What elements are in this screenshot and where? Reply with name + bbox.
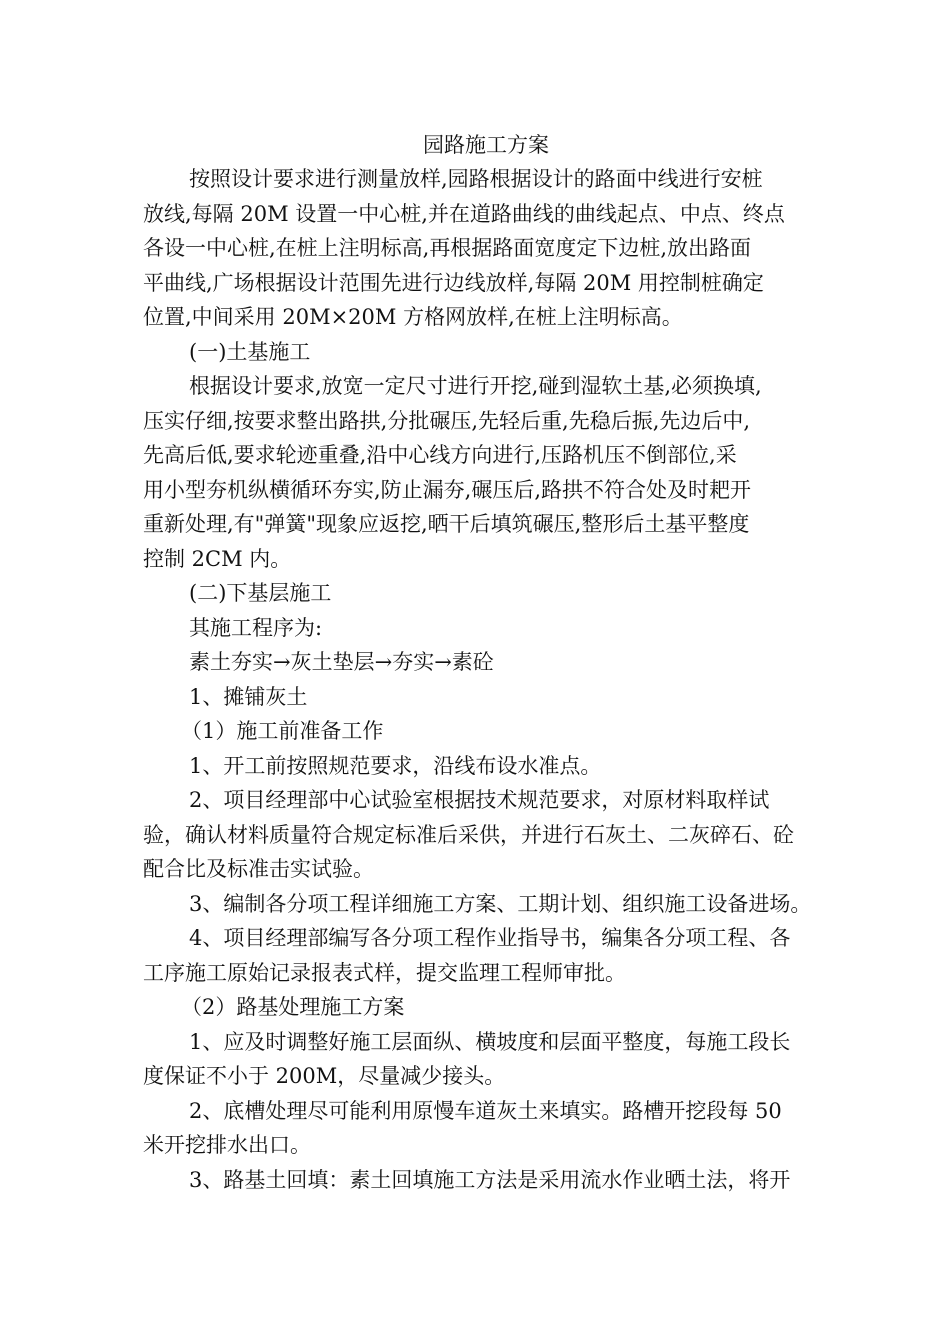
text-line: 其施工程序为: bbox=[189, 615, 323, 640]
text-line: 1、开工前按照规范要求，沿线布设水准点。 bbox=[189, 753, 602, 778]
text-line: 各设一中心桩,在桩上注明标高,再根据路面宽度定下边桩,放出路面 bbox=[143, 236, 752, 260]
text-line: 先高后低,要求轮迹重叠,沿中心线方向进行,压路机压不倒部位,采 bbox=[143, 443, 737, 467]
text-line: 2、底槽处理尽可能利用原慢车道灰土来填实。路槽开挖段每 50 bbox=[189, 1098, 782, 1123]
document-page bbox=[143, 128, 815, 1197]
text-line: 控制 2CM 内。 bbox=[143, 546, 292, 571]
text-line: 米开挖排水出口。 bbox=[143, 1133, 311, 1157]
text-line: 位置,中间采用 20M×20M 方格网放样,在桩上注明标高。 bbox=[143, 305, 683, 329]
text-line: 配合比及标准击实试验。 bbox=[143, 857, 374, 881]
text-line: 度保证不小于 200M，尽量减少接头。 bbox=[143, 1064, 506, 1088]
text-line: 4、项目经理部编写各分项工程作业指导书，编集各分项工程、各 bbox=[189, 926, 791, 950]
text-line: (二)下基层施工 bbox=[189, 581, 332, 605]
text-line: 素土夯实→灰土垫层→夯实→素砼 bbox=[189, 650, 494, 674]
text-line: 1、摊铺灰土 bbox=[189, 684, 308, 709]
text-line: （1）施工前准备工作 bbox=[181, 719, 384, 743]
text-line: 1、应及时调整好施工层面纵、横坡度和层面平整度，每施工段长 bbox=[189, 1029, 791, 1054]
text-line: 根据设计要求,放宽一定尺寸进行开挖,碰到湿软土基,必须换填, bbox=[189, 374, 762, 398]
text-line: 工序施工原始记录报表式样，提交监理工程师审批。 bbox=[143, 960, 626, 985]
text-line: 放线,每隔 20M 设置一中心桩,并在道路曲线的曲线起点、中点、终点 bbox=[143, 201, 785, 226]
text-line: （2）路基处理施工方案 bbox=[181, 995, 405, 1019]
text-line: 平曲线,广场根据设计范围先进行边线放样,每隔 20M 用控制桩确定 bbox=[143, 270, 764, 295]
text-line: 验，确认材料质量符合规定标准后采供，并进行石灰土、二灰碎石、砼 bbox=[143, 822, 794, 847]
text-line: (一)土基施工 bbox=[189, 339, 311, 364]
text-line: 3、路基土回填：素土回填施工方法是采用流水作业晒土法，将开 bbox=[189, 1167, 791, 1192]
text-line: 重新处理,有"弹簧"现象应返挖,晒干后填筑碾压,整形后土基平整度 bbox=[143, 512, 750, 536]
document-body bbox=[143, 162, 815, 1197]
text-line: 2、项目经理部中心试验室根据技术规范要求，对原材料取样试 bbox=[189, 788, 770, 812]
text-line: 按照设计要求进行测量放样,园路根据设计的路面中线进行安桩 bbox=[189, 167, 763, 191]
document-title: 园路施工方案 bbox=[423, 133, 549, 157]
text-line: 3、编制各分项工程详细施工方案、工期计划、组织施工设备进场。 bbox=[189, 891, 812, 916]
text-line: 用小型夯机纵横循环夯实,防止漏夯,碾压后,路拱不符合处及时耙开 bbox=[143, 477, 752, 502]
text-line: 压实仔细,按要求整出路拱,分批碾压,先轻后重,先稳后振,先边后中, bbox=[143, 408, 751, 433]
